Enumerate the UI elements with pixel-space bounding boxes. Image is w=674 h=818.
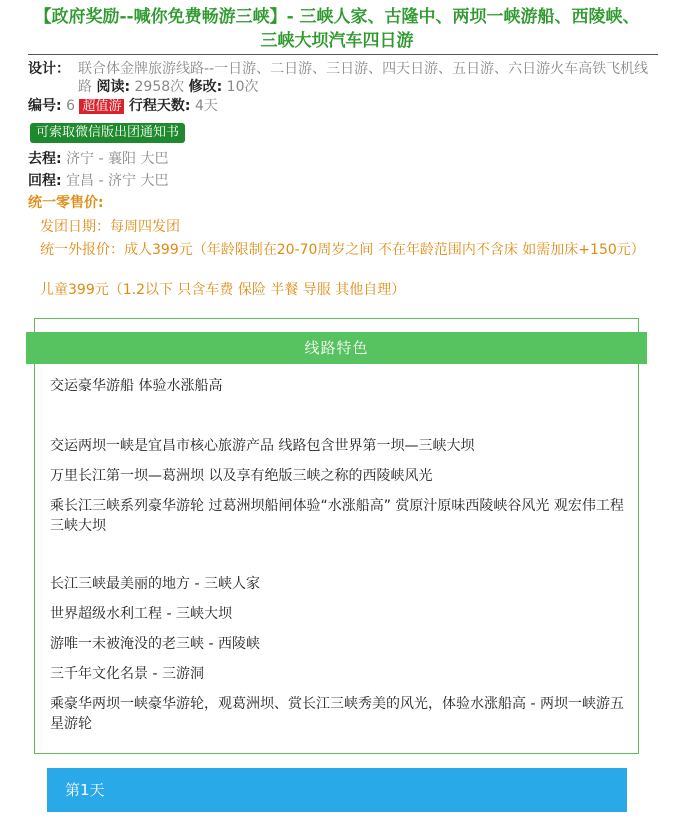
- route-item: 乘豪华两坝一峡豪华游轮，观葛洲坝、赏长江三峡秀美的风光，体验水涨船高 - 两坝一峡游五星游轮: [50, 696, 624, 732]
- wechat-notice-button[interactable]: 可索取微信版出团通知书: [30, 123, 185, 143]
- edit-label: 修改:: [188, 79, 223, 95]
- departure-date: 发团日期：每周四发团: [40, 219, 180, 235]
- go-value: 济宁 - 襄阳 大巴: [66, 151, 169, 167]
- design-row: [28, 60, 658, 96]
- route-item: 乘长江三峡系列豪华游轮 过葛洲坝船闸体验“水涨船高” 赏原汁原味西陵峡谷风光 观宏伟工程三峡大坝: [50, 498, 624, 534]
- route-item: 三千年文化名景 - 三游洞: [50, 666, 204, 682]
- day-1-tab[interactable]: [47, 768, 627, 812]
- code-value: 6: [66, 98, 75, 114]
- route-item: 长江三峡最美丽的地方 - 三峡人家: [50, 576, 260, 592]
- route-item: 交运两坝一峡是宜昌市核心旅游产品 线路包含世界第一坝—三峡大坝: [50, 438, 475, 454]
- design-text: 联合体金牌旅游线路--一日游、二日游、三日游、四天日游、五日游、六日游火车高铁飞机线路: [78, 61, 649, 95]
- code-row: [28, 96, 658, 117]
- day-1-label: 第1天: [65, 781, 105, 799]
- retail-price-label: 统一零售价:: [28, 195, 104, 211]
- design-block: [78, 60, 658, 96]
- go-row: [28, 149, 658, 169]
- route-features-header: 线路特色: [26, 332, 647, 364]
- route-item: 游唯一未被淹没的老三峡 - 西陵峡: [50, 636, 260, 652]
- route-item: 世界超级水利工程 - 三峡大坝: [50, 606, 232, 622]
- edit-count: 10次: [226, 79, 259, 95]
- route-item: 万里长江第一坝—葛洲坝 以及享有绝版三峡之称的西陵峡风光: [50, 468, 433, 484]
- page-title: 【政府奖励--喊你免费畅游三峡】- 三峡人家、古隆中、两坝一峡游船、西陵峡、三峡大坝汽车四日游: [34, 7, 640, 51]
- adult-quote: 统一外报价：成人399元（年龄限制在20-70周岁之间 不在年龄范围内不含床 如需加床+150元）: [40, 242, 645, 258]
- back-value: 宜昌 - 济宁 大巴: [66, 173, 169, 189]
- child-quote: 儿童399元（1.2以下 只含车费 保险 半餐 导服 其他自理）: [40, 282, 406, 298]
- title-divider: [28, 54, 658, 55]
- design-label: 设计：: [28, 61, 70, 77]
- read-label: 阅读:: [96, 79, 131, 95]
- code-label: 编号:: [28, 98, 62, 114]
- value-tour-badge: 超值游: [79, 99, 124, 114]
- back-label: 回程:: [28, 173, 62, 189]
- back-row: [28, 171, 658, 191]
- read-count: 2958次: [134, 79, 185, 95]
- days-value: 4天: [194, 98, 218, 114]
- go-label: 去程:: [28, 151, 62, 167]
- route-item: 交运豪华游船 体验水涨船高: [50, 378, 223, 394]
- days-label: 行程天数:: [128, 98, 191, 114]
